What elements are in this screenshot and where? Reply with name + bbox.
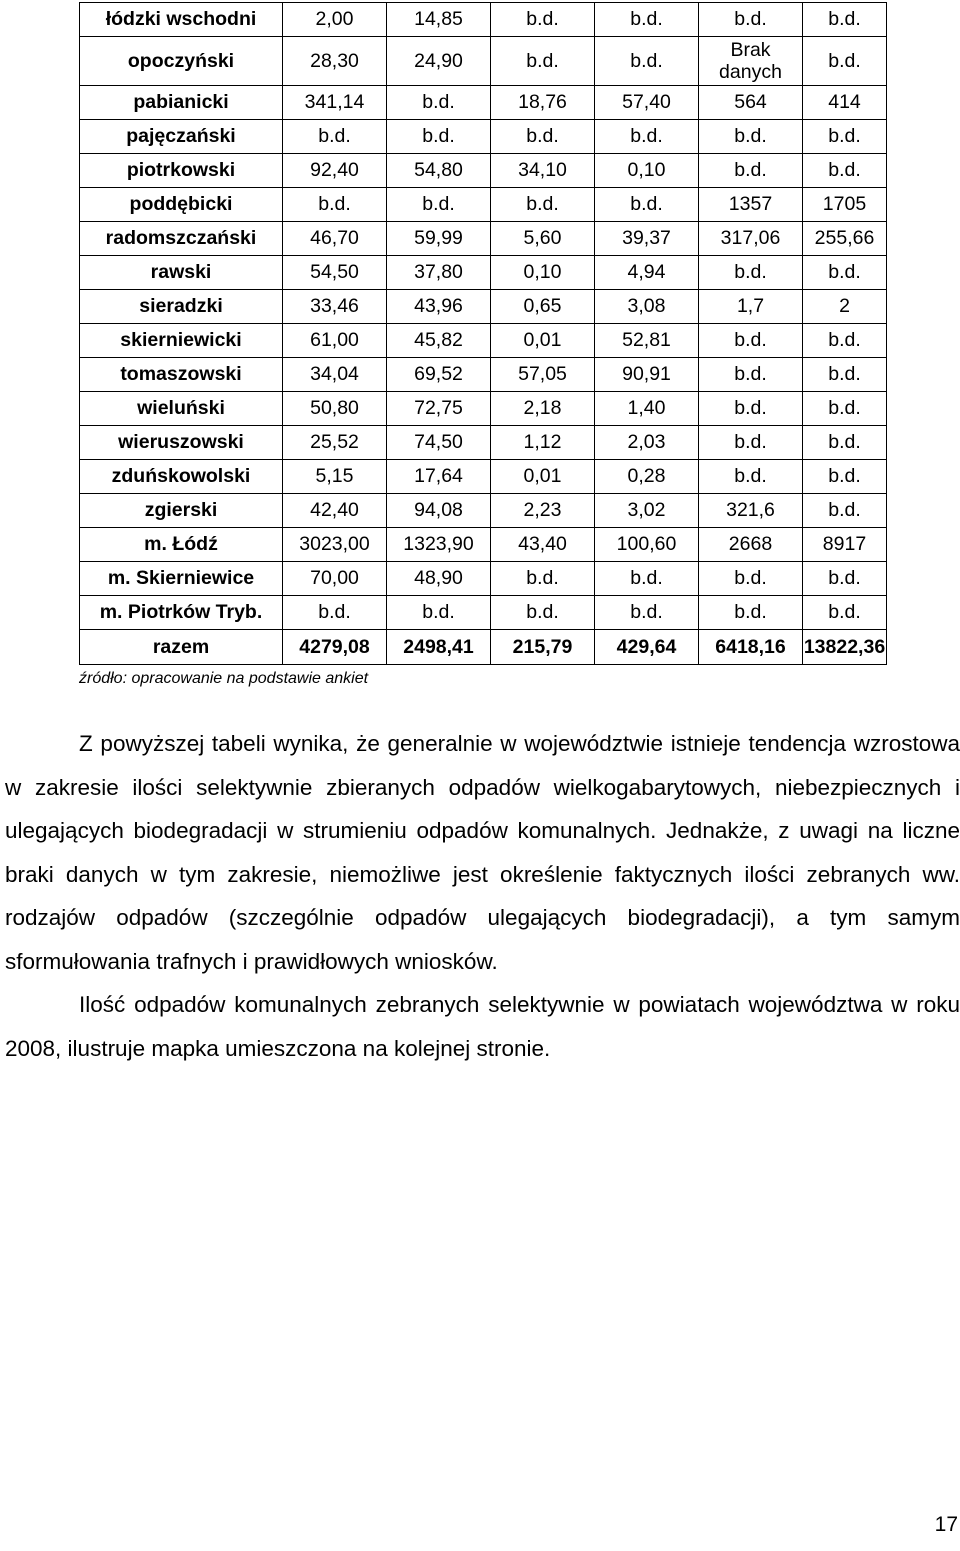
table-cell: 72,75 bbox=[387, 392, 491, 426]
table-cell: 100,60 bbox=[595, 528, 699, 562]
body-text bbox=[5, 722, 960, 1070]
table-row bbox=[80, 528, 887, 562]
table-cell: b.d. bbox=[283, 188, 387, 222]
table-cell: 321,6 bbox=[699, 494, 803, 528]
table-cell: 255,66 bbox=[803, 222, 887, 256]
paragraph-2: Ilość odpadów komunalnych zebranych selektywnie w powiatach województwa w roku 2008, ilustruje mapka umieszczona na kolejnej stronie. bbox=[5, 992, 960, 1061]
table-cell: 0,28 bbox=[595, 460, 699, 494]
table-row bbox=[80, 596, 887, 630]
table-cell: 3023,00 bbox=[283, 528, 387, 562]
row-label: zgierski bbox=[80, 494, 283, 528]
row-label: m. Skierniewice bbox=[80, 562, 283, 596]
table-row bbox=[80, 120, 887, 154]
table-row bbox=[80, 494, 887, 528]
row-label: tomaszowski bbox=[80, 358, 283, 392]
table-cell: b.d. bbox=[491, 188, 595, 222]
table-cell: 1323,90 bbox=[387, 528, 491, 562]
table-cell: 43,96 bbox=[387, 290, 491, 324]
table-cell: 54,80 bbox=[387, 154, 491, 188]
table-cell: b.d. bbox=[595, 188, 699, 222]
table-cell: b.d. bbox=[803, 358, 887, 392]
table-cell: 0,65 bbox=[491, 290, 595, 324]
table-row bbox=[80, 188, 887, 222]
table-cell: b.d. bbox=[491, 37, 595, 86]
table-cell: 0,01 bbox=[491, 324, 595, 358]
table-cell: b.d. bbox=[595, 3, 699, 37]
table-row bbox=[80, 358, 887, 392]
row-label: łódzki wschodni bbox=[80, 3, 283, 37]
table-cell: 24,90 bbox=[387, 37, 491, 86]
row-label: poddębicki bbox=[80, 188, 283, 222]
table-cell: 2,00 bbox=[283, 3, 387, 37]
table-cell: b.d. bbox=[491, 562, 595, 596]
table-cell: b.d. bbox=[595, 562, 699, 596]
table-cell: b.d. bbox=[595, 37, 699, 86]
table-cell: 414 bbox=[803, 86, 887, 120]
row-label: pabianicki bbox=[80, 86, 283, 120]
row-label: wieluński bbox=[80, 392, 283, 426]
table-cell: 317,06 bbox=[699, 222, 803, 256]
table-cell: b.d. bbox=[491, 120, 595, 154]
table-cell: 4279,08 bbox=[283, 630, 387, 665]
table-cell: b.d. bbox=[699, 154, 803, 188]
table-cell: 0,01 bbox=[491, 460, 595, 494]
table-cell: b.d. bbox=[595, 120, 699, 154]
row-label: rawski bbox=[80, 256, 283, 290]
table-cell: b.d. bbox=[803, 392, 887, 426]
table-cell: 8917 bbox=[803, 528, 887, 562]
table-cell: 50,80 bbox=[283, 392, 387, 426]
table-cell: b.d. bbox=[699, 392, 803, 426]
table-cell: 3,08 bbox=[595, 290, 699, 324]
row-label: m. Łódź bbox=[80, 528, 283, 562]
waste-data-table bbox=[79, 2, 887, 665]
table-cell: 215,79 bbox=[491, 630, 595, 665]
paragraph-1: Z powyższej tabeli wynika, że generalnie w województwie istnieje tendencja wzrostowa w zakresie ilości selektywnie zbieranych odpadów wielkogabarytowych, niebezpiecznych i ulegających biodegradacji w strumieniu odpadów komunalnych. Jednakże, z uwagi na liczne braki danych w tym zakresie, niemożliwe jest określenie faktycznych ilości zebranych ww. rodzajów odpadów (szczególnie odpadów ulegających biodegradacji), a tym samym sformułowania trafnych i prawidłowych wniosków. bbox=[5, 731, 960, 974]
table-cell: 48,90 bbox=[387, 562, 491, 596]
table-cell: 57,40 bbox=[595, 86, 699, 120]
table-cell: 39,37 bbox=[595, 222, 699, 256]
table-cell: b.d. bbox=[803, 37, 887, 86]
table-cell: b.d. bbox=[387, 596, 491, 630]
table-cell: 2,03 bbox=[595, 426, 699, 460]
table-cell: 42,40 bbox=[283, 494, 387, 528]
table-cell: 2 bbox=[803, 290, 887, 324]
row-label: m. Piotrków Tryb. bbox=[80, 596, 283, 630]
table-cell: b.d. bbox=[699, 426, 803, 460]
table-row bbox=[80, 426, 887, 460]
table-cell: b.d. bbox=[803, 256, 887, 290]
table-cell: Brak danych bbox=[699, 37, 803, 86]
table-row bbox=[80, 3, 887, 37]
table-cell: b.d. bbox=[803, 426, 887, 460]
table-cell: b.d. bbox=[699, 562, 803, 596]
table-cell: 28,30 bbox=[283, 37, 387, 86]
table-body bbox=[80, 3, 887, 665]
table-cell: 34,04 bbox=[283, 358, 387, 392]
table-cell: b.d. bbox=[803, 324, 887, 358]
table-cell: 18,76 bbox=[491, 86, 595, 120]
table-cell: 61,00 bbox=[283, 324, 387, 358]
table-cell: 2498,41 bbox=[387, 630, 491, 665]
table-cell: 90,91 bbox=[595, 358, 699, 392]
table-row bbox=[80, 324, 887, 358]
row-label: skierniewicki bbox=[80, 324, 283, 358]
table-cell: 0,10 bbox=[595, 154, 699, 188]
table-cell: 45,82 bbox=[387, 324, 491, 358]
table-cell: 33,46 bbox=[283, 290, 387, 324]
table-cell: b.d. bbox=[283, 120, 387, 154]
table-cell: 429,64 bbox=[595, 630, 699, 665]
table-row bbox=[80, 290, 887, 324]
table-cell: 1,12 bbox=[491, 426, 595, 460]
table-cell: b.d. bbox=[595, 596, 699, 630]
source-note: źródło: opracowanie na podstawie ankiet bbox=[79, 670, 369, 687]
table-cell: 59,99 bbox=[387, 222, 491, 256]
row-label: razem bbox=[80, 630, 283, 665]
table-cell: 70,00 bbox=[283, 562, 387, 596]
table-total-row bbox=[80, 630, 887, 665]
table-cell: b.d. bbox=[803, 3, 887, 37]
table-cell: b.d. bbox=[803, 596, 887, 630]
table-cell: 54,50 bbox=[283, 256, 387, 290]
table-cell: 52,81 bbox=[595, 324, 699, 358]
table-cell: b.d. bbox=[491, 3, 595, 37]
table-cell: b.d. bbox=[387, 120, 491, 154]
table-cell: 2668 bbox=[699, 528, 803, 562]
row-label: radomszczański bbox=[80, 222, 283, 256]
table-cell: 25,52 bbox=[283, 426, 387, 460]
table-cell: 92,40 bbox=[283, 154, 387, 188]
table-cell: 1357 bbox=[699, 188, 803, 222]
table-cell: b.d. bbox=[699, 120, 803, 154]
table-cell: b.d. bbox=[803, 120, 887, 154]
table-cell: 5,15 bbox=[283, 460, 387, 494]
table-cell: 34,10 bbox=[491, 154, 595, 188]
table-cell: b.d. bbox=[387, 188, 491, 222]
table-row bbox=[80, 37, 887, 86]
row-label: pajęczański bbox=[80, 120, 283, 154]
table-cell: b.d. bbox=[699, 596, 803, 630]
row-label: opoczyński bbox=[80, 37, 283, 86]
table-cell: 564 bbox=[699, 86, 803, 120]
table-cell: b.d. bbox=[491, 596, 595, 630]
table-cell: 1,40 bbox=[595, 392, 699, 426]
table-cell: b.d. bbox=[803, 562, 887, 596]
table-cell: 1705 bbox=[803, 188, 887, 222]
table-cell: 57,05 bbox=[491, 358, 595, 392]
table-row bbox=[80, 460, 887, 494]
table-cell: 94,08 bbox=[387, 494, 491, 528]
table-row bbox=[80, 86, 887, 120]
table-cell: 4,94 bbox=[595, 256, 699, 290]
table-cell: 3,02 bbox=[595, 494, 699, 528]
table-cell: b.d. bbox=[699, 460, 803, 494]
table-row bbox=[80, 256, 887, 290]
table-cell: 6418,16 bbox=[699, 630, 803, 665]
table-cell: 0,10 bbox=[491, 256, 595, 290]
table-cell: b.d. bbox=[803, 460, 887, 494]
table-cell: b.d. bbox=[803, 494, 887, 528]
table-cell: 74,50 bbox=[387, 426, 491, 460]
table-cell: b.d. bbox=[387, 86, 491, 120]
table-cell: b.d. bbox=[699, 324, 803, 358]
table-cell: b.d. bbox=[803, 154, 887, 188]
table-cell: 43,40 bbox=[491, 528, 595, 562]
row-label: piotrkowski bbox=[80, 154, 283, 188]
table-cell: b.d. bbox=[699, 358, 803, 392]
row-label: zduńskowolski bbox=[80, 460, 283, 494]
table-cell: 1,7 bbox=[699, 290, 803, 324]
table-cell: b.d. bbox=[283, 596, 387, 630]
table-cell: 14,85 bbox=[387, 3, 491, 37]
row-label: wieruszowski bbox=[80, 426, 283, 460]
page-number: 17 bbox=[934, 1513, 958, 1536]
table-cell: 13822,36 bbox=[803, 630, 887, 665]
table-row bbox=[80, 562, 887, 596]
row-label: sieradzki bbox=[80, 290, 283, 324]
table-cell: 46,70 bbox=[283, 222, 387, 256]
table-cell: 2,23 bbox=[491, 494, 595, 528]
table-cell: 17,64 bbox=[387, 460, 491, 494]
table-cell: 69,52 bbox=[387, 358, 491, 392]
table-cell: 37,80 bbox=[387, 256, 491, 290]
table-row bbox=[80, 154, 887, 188]
table-cell: 341,14 bbox=[283, 86, 387, 120]
table-row bbox=[80, 392, 887, 426]
table-cell: 5,60 bbox=[491, 222, 595, 256]
table-cell: b.d. bbox=[699, 256, 803, 290]
table-cell: 2,18 bbox=[491, 392, 595, 426]
table-row bbox=[80, 222, 887, 256]
table-cell: b.d. bbox=[699, 3, 803, 37]
